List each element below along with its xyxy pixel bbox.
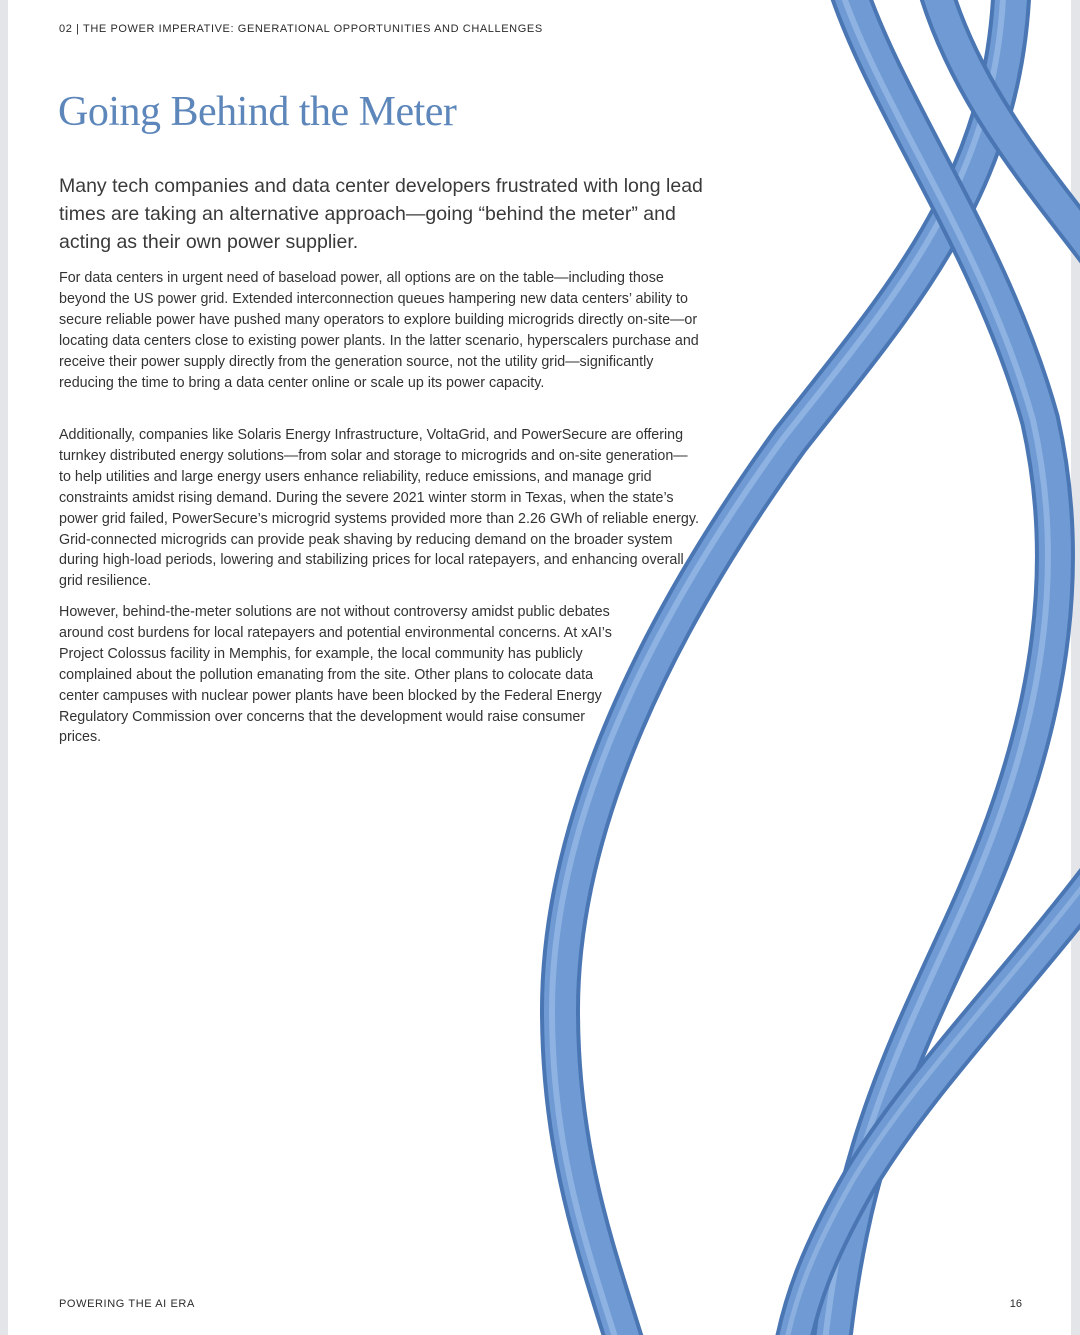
footer-publication: POWERING THE AI ERA <box>59 1298 195 1310</box>
page-title: Going Behind the Meter <box>58 89 457 135</box>
page-number: 16 <box>1009 1298 1022 1310</box>
body-paragraph-1: For data centers in urgent need of baseload power, all options are on the table—including those beyond the US power grid. Extended interconnection queues hampering new data centers’ ability to secure reliable power have pushed many operators to explore building microgrids directly on-site—or locating data centers close to existing power plants. In the latter scenario, hyperscalers purchase and receive their power supply directly from the generation source, not the utility grid—significantly reducing the time to bring a data center online or scale up its power capacity. <box>59 270 699 391</box>
lead-paragraph: Many tech companies and data center developers frustrated with long lead times are taking an alternative approach—going “behind the meter” and acting as their own power supplier. <box>59 175 703 253</box>
cable-d <box>783 860 1080 1335</box>
body-paragraph-2: Additionally, companies like Solaris Energy Infrastructure, VoltaGrid, and PowerSecure are offering turnkey distributed energy solutions—from solar and storage to microgrids and on-site generation—to help utilities and large energy users enhance reliability, reduce emissions, and manage grid constraints amidst rising demand. During the severe 2021 winter storm in Texas, when the state’s power grid failed, PowerSecure’s microgrid systems provided more than 2.26 GWh of reliable energy. Grid-connected microgrids can provide peak shaving by reducing demand on the broader system during high-load periods, lowering and stabilizing prices for local ratepayers, and enhancing overall grid resilience. <box>59 427 699 590</box>
cable-b <box>823 0 1055 1335</box>
body-paragraph-3: However, behind-the-meter solutions are not without controversy amidst public debates around cost burdens for local ratepayers and potential environmental concerns. At xAI’s Project Colossus facility in Memphis, for example, the local community has publicly complained about the pollution emanating from the site. Other plans to colocate data center campuses with nuclear power plants have been blocked by the Federal Energy Regulatory Commission over concerns that the development would raise consumer prices. <box>59 604 612 746</box>
running-header: 02 | THE POWER IMPERATIVE: GENERATIONAL OPPORTUNITIES AND CHALLENGES <box>59 23 543 35</box>
